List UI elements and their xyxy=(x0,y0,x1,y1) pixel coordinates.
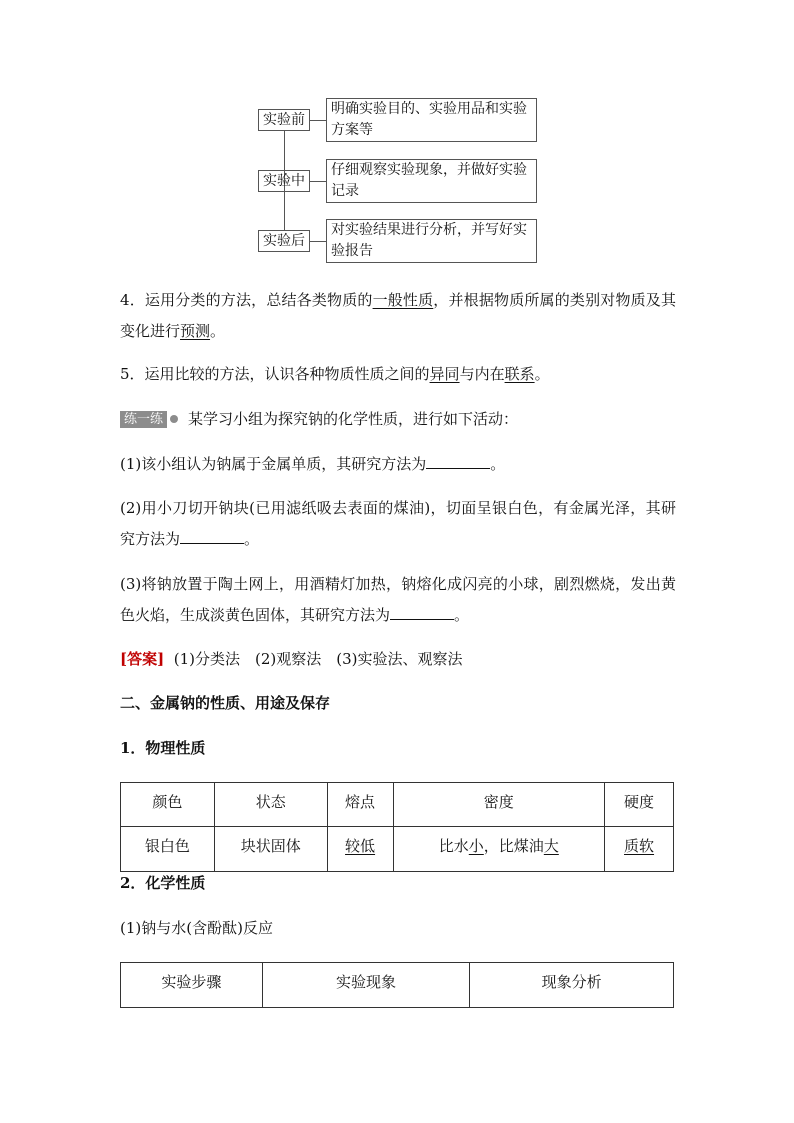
answer-blank xyxy=(426,454,490,469)
cell-text: 比水 xyxy=(438,837,469,855)
point-4-text: 。 xyxy=(210,322,226,340)
cell-text: ，比煤油 xyxy=(483,837,544,855)
table-header-cell: 密度 xyxy=(393,783,605,827)
table-header-cell: 颜色 xyxy=(121,783,215,827)
table-header-cell: 实验现象 xyxy=(262,963,470,1008)
point-5 xyxy=(120,359,676,390)
question-text: (3)将钠放置于陶土网上，用酒精灯加热，钠熔化成闪亮的小球，剧烈燃烧，发出黄色火焰，生成淡黄色固体，其研究方法为 xyxy=(120,575,676,624)
table-header-cell: 熔点 xyxy=(327,783,393,827)
question-text: (2)用小刀切开钠块(已用滤纸吸去表面的煤油)，切面呈银白色，有金属光泽，其研究方法为 xyxy=(120,499,676,548)
answer-blank xyxy=(180,529,244,544)
table-header-row xyxy=(121,963,674,1008)
table-cell xyxy=(393,827,605,872)
period: 。 xyxy=(454,606,470,624)
point-4-keyword: 一般性质 xyxy=(372,291,434,309)
table-cell xyxy=(327,827,393,872)
practice-intro-text: 某学习小组为探究钠的化学性质，进行如下活动： xyxy=(188,410,519,428)
stage-before-desc: 明确实验目的、实验用品和实验方案等 xyxy=(326,98,537,142)
table-header-cell: 硬度 xyxy=(605,783,674,827)
answer-text: (1)分类法 (2)观察法 (3)实验法、观察法 xyxy=(173,650,463,668)
diagram-connector xyxy=(310,120,326,121)
stage-after: 实验后 xyxy=(258,230,310,252)
cell-keyword: 大 xyxy=(543,837,559,855)
stage-during: 实验中 xyxy=(258,170,310,192)
stage-before: 实验前 xyxy=(258,109,310,131)
experiment-table xyxy=(120,962,674,1008)
section-heading: 二、金属钠的性质、用途及保存 xyxy=(120,694,331,712)
table-row xyxy=(121,827,674,872)
practice-q3 xyxy=(120,569,676,631)
period: 。 xyxy=(244,530,260,548)
answer-blank xyxy=(390,605,454,620)
cell-keyword: 小 xyxy=(468,837,484,855)
table-header-cell: 实验步骤 xyxy=(121,963,263,1008)
point-4-keyword: 预测 xyxy=(180,322,211,340)
diagram-connector xyxy=(310,241,326,242)
point-5-keyword: 异同 xyxy=(429,365,460,383)
point-5-text: 与内在 xyxy=(459,365,505,383)
point-5-keyword: 联系 xyxy=(504,365,535,383)
cell-keyword: 质软 xyxy=(624,837,655,855)
question-text: (1)该小组认为钠属于金属单质，其研究方法为 xyxy=(120,455,427,473)
answer xyxy=(120,644,676,675)
point-4 xyxy=(120,285,676,347)
point-4-text: ，并根据物质所属的类别对物质及其变化进行 xyxy=(120,291,676,340)
point-4-text: 4．运用分类的方法，总结各类物质的 xyxy=(120,291,373,309)
subsection-sodium-water: (1)钠与水(含酚酞)反应 xyxy=(120,919,273,937)
point-5-text: 。 xyxy=(534,365,550,383)
subsection-chemical: 2．化学性质 xyxy=(120,874,206,892)
table-cell: 块状固体 xyxy=(214,827,327,872)
period: 。 xyxy=(490,455,506,473)
table-cell: 银白色 xyxy=(121,827,215,872)
practice-tag: 练一练 xyxy=(120,411,167,428)
table-cell xyxy=(605,827,674,872)
physical-properties-table xyxy=(120,782,674,872)
bullet-icon xyxy=(170,415,178,423)
subsection-physical: 1．物理性质 xyxy=(120,739,206,757)
practice-intro xyxy=(120,404,676,435)
table-header-row xyxy=(121,783,674,827)
stage-after-desc: 对实验结果进行分析，并写好实验报告 xyxy=(326,219,537,263)
table-header-cell: 现象分析 xyxy=(470,963,674,1008)
answer-tag: [答案] xyxy=(120,650,165,668)
table-header-cell: 状态 xyxy=(214,783,327,827)
cell-keyword: 较低 xyxy=(345,837,376,855)
diagram-connector xyxy=(310,181,326,182)
point-5-text: 5．运用比较的方法，认识各种物质性质之间的 xyxy=(120,365,430,383)
practice-q2 xyxy=(120,493,676,555)
stage-during-desc: 仔细观察实验现象，并做好实验记录 xyxy=(326,159,537,203)
practice-q1 xyxy=(120,449,676,480)
